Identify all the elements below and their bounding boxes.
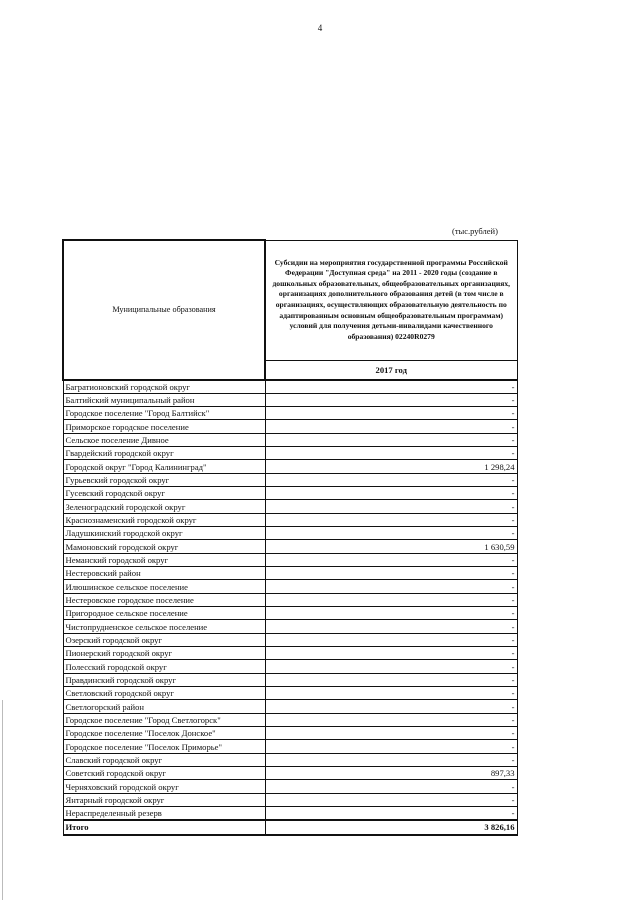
municipality-name: Янтарный городской округ — [63, 793, 265, 806]
municipality-name: Илюшинское сельское поселение — [63, 580, 265, 593]
municipalities-header: Муниципальные образования — [63, 240, 265, 380]
table-row — [63, 740, 517, 753]
municipality-name: Пригородное сельское поселение — [63, 607, 265, 620]
municipality-name: Светлогорский район — [63, 700, 265, 713]
subsidy-value: - — [265, 447, 517, 460]
table-row — [63, 767, 517, 780]
subsidy-value: 897,33 — [265, 767, 517, 780]
municipality-name: Гусевский городской округ — [63, 487, 265, 500]
table-body — [63, 380, 517, 835]
subsidy-value: - — [265, 420, 517, 433]
subsidy-table — [62, 239, 518, 836]
subsidy-value: - — [265, 513, 517, 526]
subsidy-value: - — [265, 500, 517, 513]
subsidy-value: - — [265, 553, 517, 566]
table-row — [63, 647, 517, 660]
table-row — [63, 607, 517, 620]
table-row — [63, 700, 517, 713]
table-row — [63, 593, 517, 606]
municipality-name: Гвардейский городской округ — [63, 447, 265, 460]
table-row — [63, 513, 517, 526]
municipality-name: Нераспределенный резерв — [63, 807, 265, 821]
subsidy-value: - — [265, 647, 517, 660]
subsidy-value: - — [265, 407, 517, 420]
subsidy-value: - — [265, 393, 517, 406]
municipality-name: Городской округ "Город Калининград" — [63, 460, 265, 473]
table-row — [63, 580, 517, 593]
table-row — [63, 487, 517, 500]
subsidy-value: - — [265, 660, 517, 673]
table-row — [63, 473, 517, 486]
municipality-name: Балтийский муниципальный район — [63, 393, 265, 406]
table-row — [63, 713, 517, 726]
municipality-name: Ладушкинский городской округ — [63, 527, 265, 540]
subsidy-value: - — [265, 807, 517, 821]
subsidy-value: 1 298,24 — [265, 460, 517, 473]
subsidy-value: - — [265, 673, 517, 686]
municipality-name: Городское поселение "Поселок Приморье" — [63, 740, 265, 753]
table-row — [63, 527, 517, 540]
table-header — [63, 240, 517, 380]
municipality-name: Сельское поселение Дивное — [63, 433, 265, 446]
year-header: 2017 год — [265, 360, 517, 380]
subsidy-value: - — [265, 633, 517, 646]
total-label: Итого — [63, 820, 265, 834]
municipality-name: Городское поселение "Поселок Донское" — [63, 727, 265, 740]
table-row — [63, 500, 517, 513]
municipality-name: Приморское городское поселение — [63, 420, 265, 433]
subsidy-value: - — [265, 607, 517, 620]
subsidy-description-header: Субсидии на мероприятия государственной программы Российской Федерации "Доступная среда" на 2011 - 2020 годы (создание в дошкольных образовательных, общеобразовательных организациях, организациях дополнительного образования детей (в том числе в организациях, осуществляющих образовательную деятельность по адаптированным основным общеобразовательным программам) условий для получения детьми-инвалидами качественного образования) 02240R0279 — [265, 240, 517, 360]
subsidy-value: - — [265, 380, 517, 394]
municipality-name: Неманский городской округ — [63, 553, 265, 566]
municipality-name: Нестеровское городское поселение — [63, 593, 265, 606]
table-row — [63, 673, 517, 686]
table-row — [63, 553, 517, 566]
table-row — [63, 447, 517, 460]
total-value: 3 826,16 — [265, 820, 517, 834]
table-row — [63, 660, 517, 673]
municipality-name: Славский городской округ — [63, 753, 265, 766]
municipality-name: Краснознаменский городской округ — [63, 513, 265, 526]
table-row — [63, 460, 517, 473]
subsidy-value: - — [265, 780, 517, 793]
table-row — [63, 567, 517, 580]
table-row — [63, 753, 517, 766]
subsidy-value: 1 630,59 — [265, 540, 517, 553]
table-row — [63, 633, 517, 646]
subsidy-value: - — [265, 740, 517, 753]
municipality-name: Городское поселение "Город Светлогорск" — [63, 713, 265, 726]
municipality-name: Нестеровский район — [63, 567, 265, 580]
subsidy-value: - — [265, 727, 517, 740]
subsidy-value: - — [265, 620, 517, 633]
table-row — [63, 780, 517, 793]
table-row — [63, 433, 517, 446]
municipality-name: Светловский городской округ — [63, 687, 265, 700]
unit-note: (тыс.рублей) — [452, 226, 498, 236]
table-row — [63, 540, 517, 553]
table-row — [63, 380, 517, 394]
municipality-name: Гурьевский городской округ — [63, 473, 265, 486]
municipality-name: Багратионовский городской округ — [63, 380, 265, 394]
subsidy-value: - — [265, 687, 517, 700]
municipality-name: Чистопрудненское сельское поселение — [63, 620, 265, 633]
subsidy-value: - — [265, 487, 517, 500]
municipality-name: Городское поселение "Город Балтийск" — [63, 407, 265, 420]
table-row — [63, 393, 517, 406]
scan-edge-mark — [2, 700, 3, 900]
municipality-name: Пионерский городской округ — [63, 647, 265, 660]
table-row — [63, 407, 517, 420]
subsidy-value: - — [265, 567, 517, 580]
municipality-name: Советский городской округ — [63, 767, 265, 780]
subsidy-value: - — [265, 580, 517, 593]
total-row — [63, 820, 517, 834]
municipality-name: Правдинский городской округ — [63, 673, 265, 686]
subsidy-value: - — [265, 527, 517, 540]
municipality-name: Мамоновский городской округ — [63, 540, 265, 553]
municipality-name: Зеленоградский городской округ — [63, 500, 265, 513]
municipality-name: Полесский городской округ — [63, 660, 265, 673]
table-row — [63, 687, 517, 700]
page-number: 4 — [317, 23, 323, 33]
subsidy-value: - — [265, 793, 517, 806]
subsidy-value: - — [265, 713, 517, 726]
municipality-name: Черняховский городской округ — [63, 780, 265, 793]
subsidy-value: - — [265, 700, 517, 713]
table-row — [63, 793, 517, 806]
subsidy-value: - — [265, 593, 517, 606]
subsidy-value: - — [265, 473, 517, 486]
table-row — [63, 420, 517, 433]
subsidy-value: - — [265, 433, 517, 446]
subsidy-value: - — [265, 753, 517, 766]
municipality-name: Озерский городской округ — [63, 633, 265, 646]
table-row — [63, 807, 517, 821]
table-row — [63, 620, 517, 633]
table-row — [63, 727, 517, 740]
